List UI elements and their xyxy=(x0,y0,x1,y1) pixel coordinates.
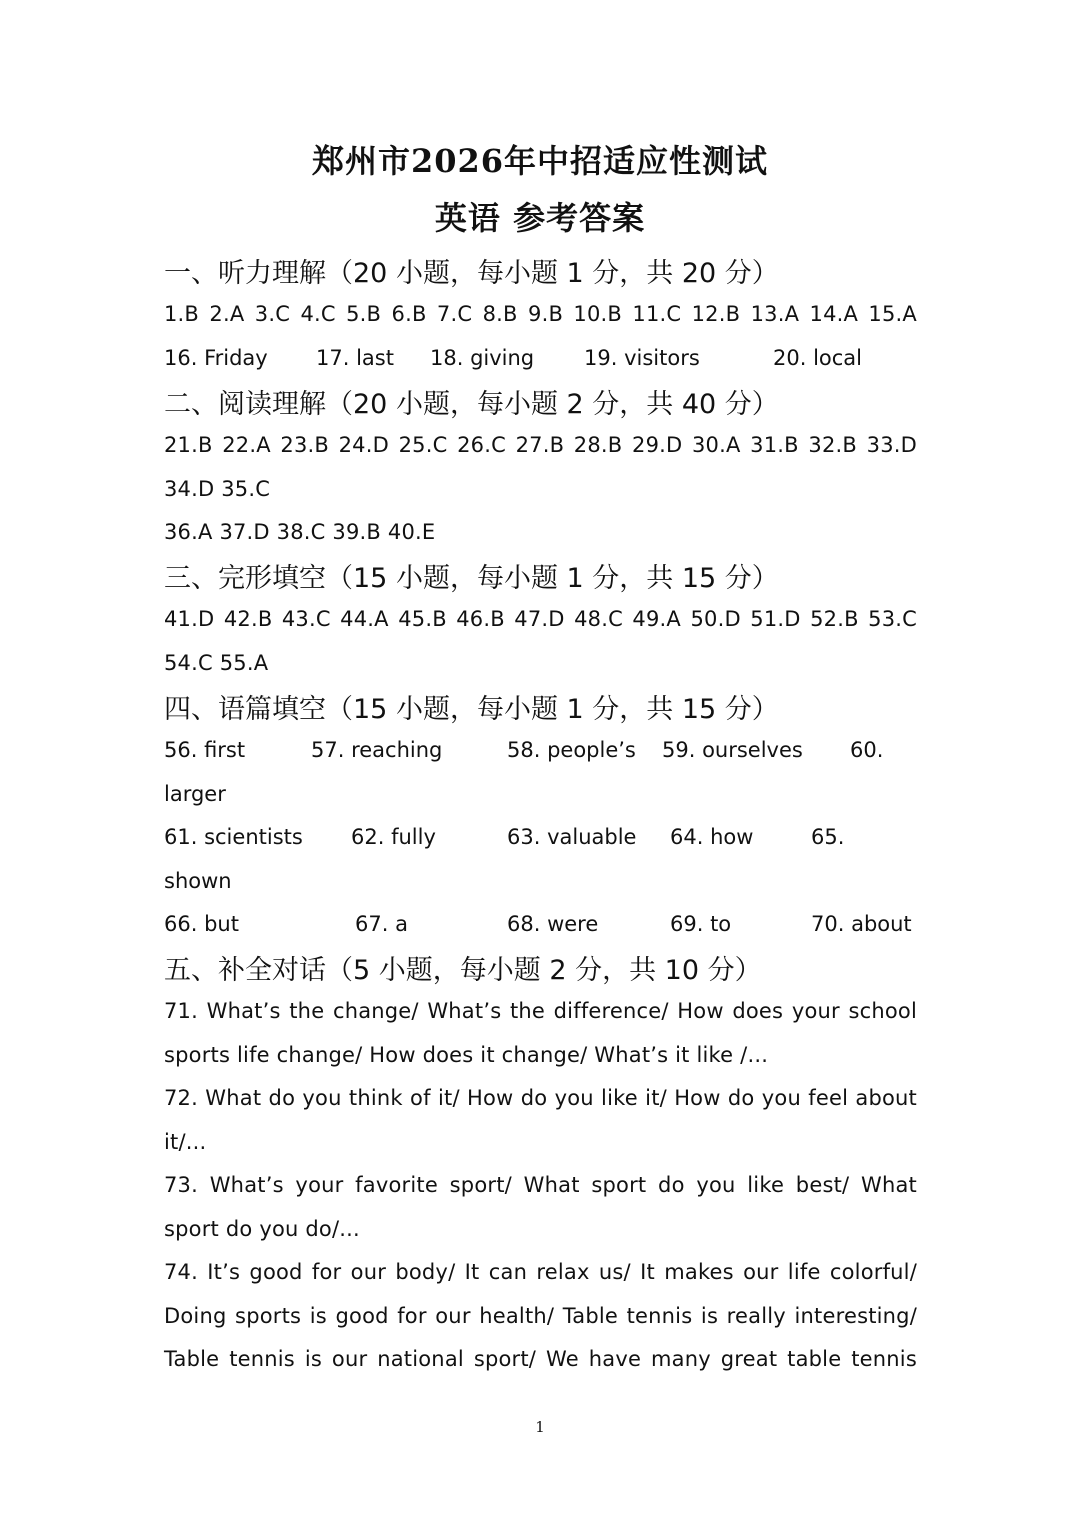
answer-item: 65. xyxy=(811,825,845,849)
answer-item: 19. visitors xyxy=(584,346,700,370)
answer-item: 61. scientists xyxy=(164,825,303,849)
answer-item: 20. local xyxy=(773,346,863,370)
answer-item: 66. but xyxy=(164,912,239,936)
answer-item: 56. first xyxy=(164,738,246,762)
answer-line: sport do you do/... xyxy=(164,1217,360,1241)
answer-line: sports life change/ How does it change/ What’s it like /... xyxy=(164,1043,769,1067)
section-5-heading: 五、补全对话（5 小题，每小题 2 分，共 10 分） xyxy=(164,955,762,986)
answer-item: 16. Friday xyxy=(164,346,268,370)
answer-item-wrap: shown xyxy=(164,869,232,893)
answer-line: Table tennis is our national sport/ We have many great table tennis xyxy=(164,1347,917,1371)
section-3-heading: 三、完形填空（15 小题，每小题 1 分，共 15 分） xyxy=(164,563,779,594)
answer-item: 59. ourselves xyxy=(662,738,803,762)
answer-item: 63. valuable xyxy=(507,825,637,849)
answer-item: 64. how xyxy=(670,825,754,849)
answer-item: 17. last xyxy=(316,346,394,370)
answer-line: 21.B 22.A 23.B 24.D 25.C 26.C 27.B 28.B 29.D 30.A 31.B 32.B 33.D xyxy=(164,433,917,457)
page-number: 1 xyxy=(535,1418,545,1436)
answer-item: 69. to xyxy=(670,912,732,936)
answer-item: 18. giving xyxy=(430,346,535,370)
answer-line: it/... xyxy=(164,1130,207,1154)
answer-line: 41.D 42.B 43.C 44.A 45.B 46.B 47.D 48.C 49.A 50.D 51.D 52.B 53.C xyxy=(164,607,917,631)
answer-item: 62. fully xyxy=(351,825,436,849)
section-4-heading: 四、语篇填空（15 小题，每小题 1 分，共 15 分） xyxy=(164,694,779,725)
answer-line: 74. It’s good for our body/ It can relax us/ It makes our life colorful/ xyxy=(164,1260,917,1284)
answer-item: 70. about xyxy=(811,912,912,936)
answer-line: Doing sports is good for our health/ Table tennis is really interesting/ xyxy=(164,1304,917,1328)
answer-line: 73. What’s your favorite sport/ What sport do you like best/ What xyxy=(164,1173,917,1197)
answer-item: 67. a xyxy=(355,912,408,936)
answer-line: 1.B 2.A 3.C 4.C 5.B 6.B 7.C 8.B 9.B 10.B 11.C 12.B 13.A 14.A 15.A xyxy=(164,302,917,326)
answer-item: 57. reaching xyxy=(311,738,443,762)
answer-item: 68. were xyxy=(507,912,599,936)
answer-line: 54.C 55.A xyxy=(164,651,269,675)
document-title: 郑州市2026年中招适应性测试 xyxy=(311,142,769,180)
answer-line: 34.D 35.C xyxy=(164,477,271,501)
answer-item: 60. xyxy=(850,738,884,762)
answer-item: 58. people’s xyxy=(507,738,636,762)
answer-item-wrap: larger xyxy=(164,782,226,806)
section-1-heading: 一、听力理解（20 小题，每小题 1 分，共 20 分） xyxy=(164,258,779,289)
section-2-heading: 二、阅读理解（20 小题，每小题 2 分，共 40 分） xyxy=(164,389,779,420)
answer-line: 71. What’s the change/ What’s the difference/ How does your school xyxy=(164,999,917,1023)
answer-line: 36.A 37.D 38.C 39.B 40.E xyxy=(164,520,436,544)
document-subtitle: 英语 参考答案 xyxy=(434,199,646,237)
answer-line: 72. What do you think of it/ How do you like it/ How do you feel about xyxy=(164,1086,917,1110)
